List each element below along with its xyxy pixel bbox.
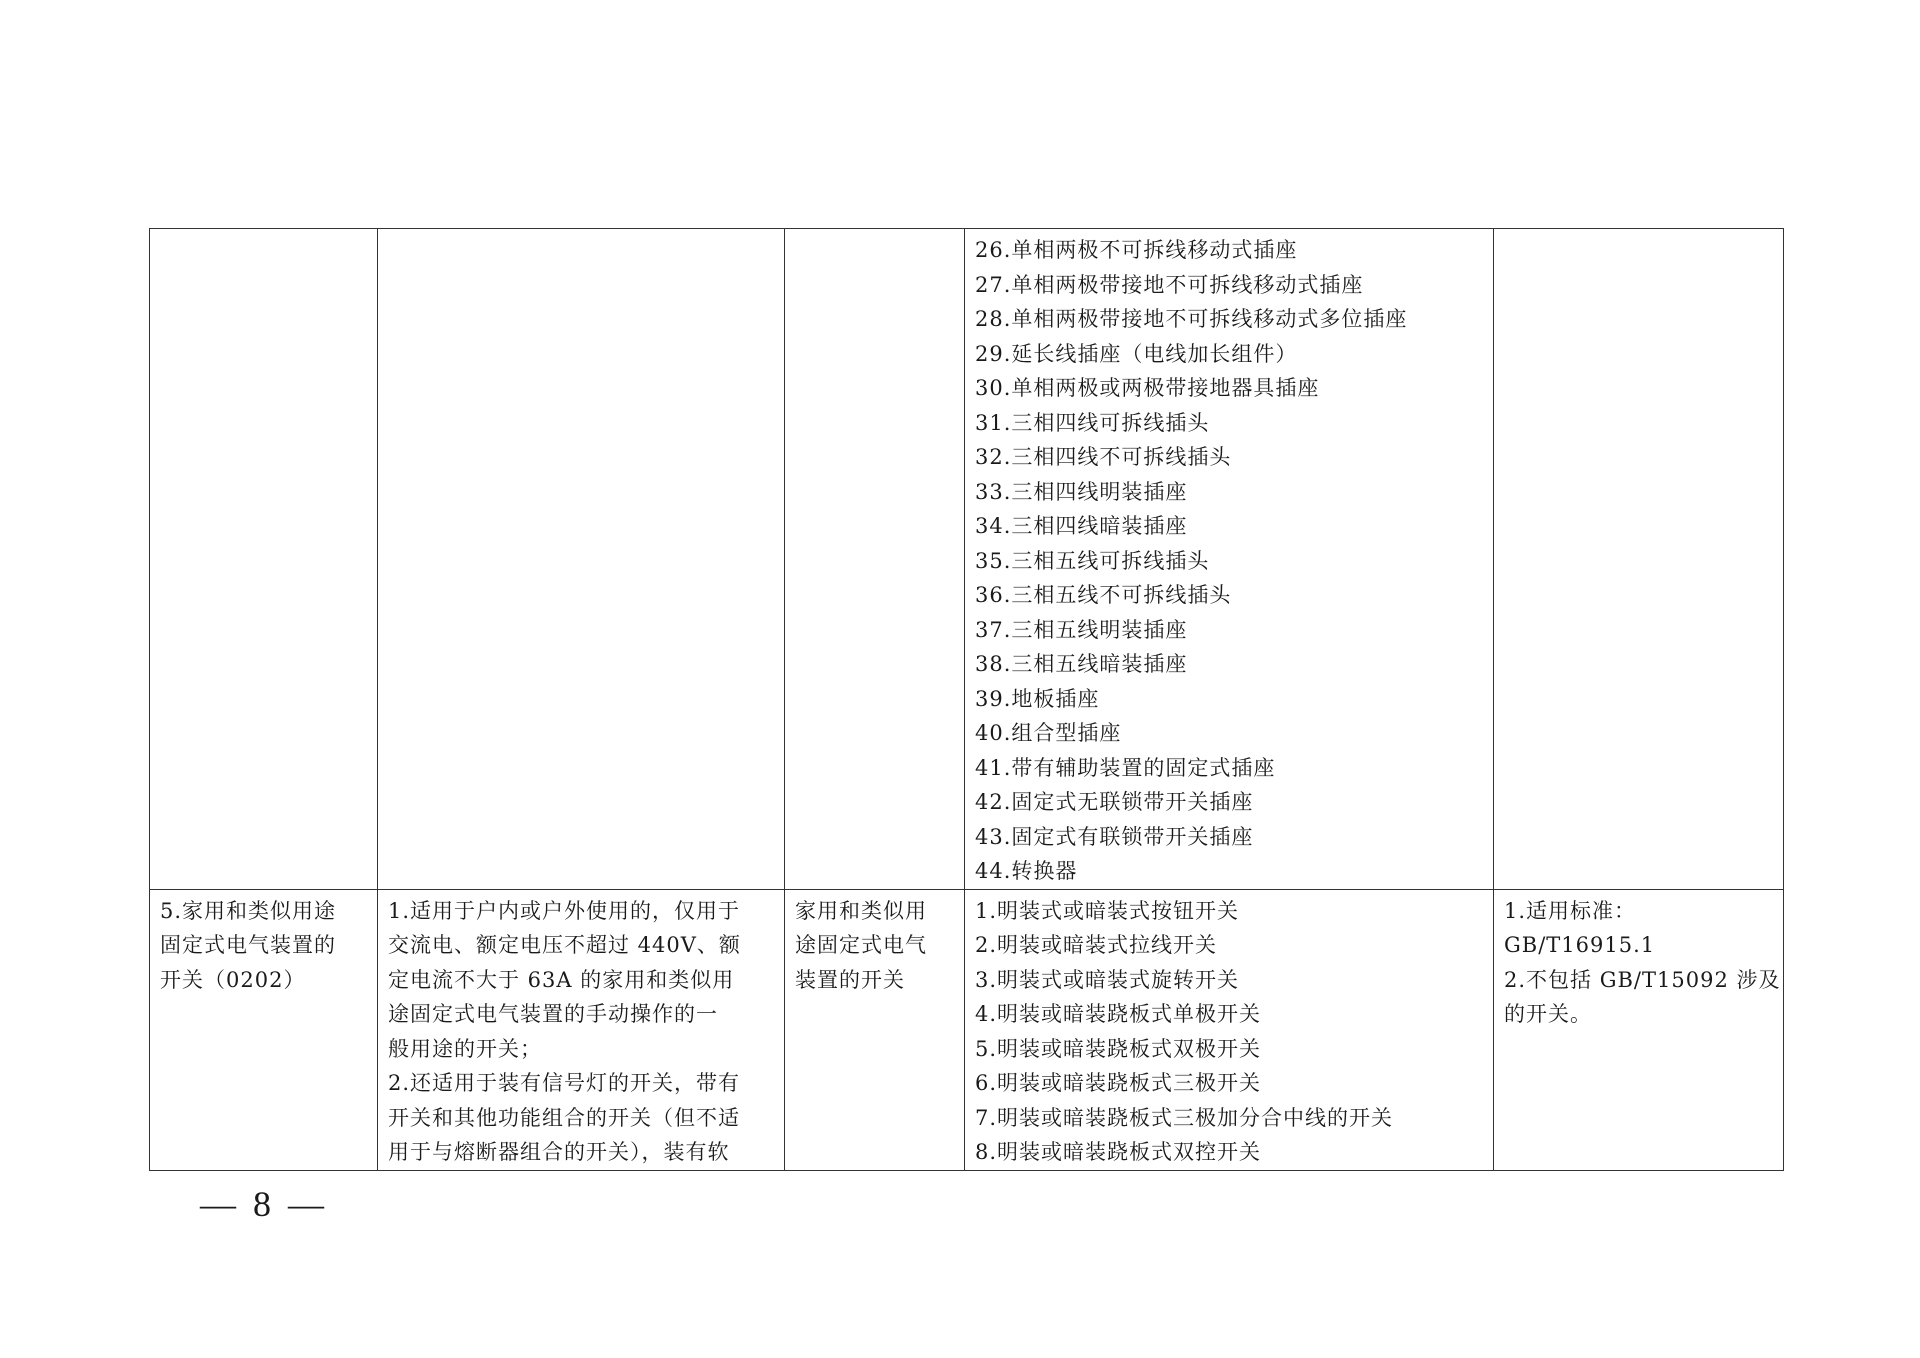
list-item: 42.固定式无联锁带开关插座 bbox=[975, 790, 1254, 814]
notes-line: 1.适用标准： bbox=[1504, 898, 1637, 923]
product-catalog-table bbox=[149, 228, 1784, 1171]
product-cell bbox=[785, 229, 965, 890]
list-item: 40.组合型插座 bbox=[975, 721, 1122, 745]
product-cell bbox=[785, 889, 965, 1170]
list-item: 33.三相四线明装插座 bbox=[975, 479, 1188, 504]
list-item: 39.地板插座 bbox=[975, 686, 1100, 711]
list-item: 32.三相四线不可拆线插头 bbox=[975, 445, 1232, 469]
scope-list bbox=[975, 233, 1483, 889]
scope-cell bbox=[965, 229, 1494, 890]
description-line: 1.适用于户内或户外使用的，仅用于 bbox=[388, 898, 741, 923]
list-item: 6.明装或暗装跷板式三极开关 bbox=[975, 1071, 1262, 1095]
notes-cell bbox=[1494, 889, 1784, 1170]
description-line: 交流电、额定电压不超过 440V、额 bbox=[388, 933, 741, 957]
notes-line: 2.不包括 GB/T15092 涉及 bbox=[1504, 967, 1781, 992]
list-item: 37.三相五线明装插座 bbox=[975, 617, 1188, 642]
category-line: 开关（0202） bbox=[160, 967, 306, 992]
description-cell bbox=[378, 889, 785, 1170]
notes-cell bbox=[1494, 229, 1784, 890]
description-line: 开关和其他功能组合的开关（但不适 bbox=[388, 1105, 740, 1130]
list-item: 1.明装式或暗装式按钮开关 bbox=[975, 898, 1240, 923]
description-line: 2.还适用于装有信号灯的开关，带有 bbox=[388, 1071, 741, 1095]
list-item: 38.三相五线暗装插座 bbox=[975, 652, 1188, 676]
description-cell bbox=[378, 229, 785, 890]
product-line: 途固定式电气 bbox=[795, 933, 927, 957]
table-row bbox=[150, 229, 1784, 890]
description-line: 定电流不大于 63A 的家用和类似用 bbox=[388, 967, 735, 992]
list-item: 27.单相两极带接地不可拆线移动式插座 bbox=[975, 272, 1364, 297]
category-line: 固定式电气装置的 bbox=[160, 933, 336, 957]
table-row bbox=[150, 889, 1784, 1170]
list-item: 8.明装或暗装跷板式双控开关 bbox=[975, 1140, 1262, 1164]
list-item: 30.单相两极或两极带接地器具插座 bbox=[975, 376, 1320, 400]
category-cell bbox=[150, 889, 378, 1170]
product-line: 装置的开关 bbox=[795, 967, 905, 992]
list-item: 41.带有辅助装置的固定式插座 bbox=[975, 755, 1276, 780]
list-item: 3.明装式或暗装式旋转开关 bbox=[975, 967, 1240, 992]
list-item: 2.明装或暗装式拉线开关 bbox=[975, 933, 1218, 957]
description-line: 途固定式电气装置的手动操作的一 bbox=[388, 1002, 718, 1026]
notes-line: 的开关。 bbox=[1504, 1002, 1592, 1026]
list-item: 34.三相四线暗装插座 bbox=[975, 514, 1188, 538]
list-item: 5.明装或暗装跷板式双极开关 bbox=[975, 1036, 1262, 1061]
list-item: 28.单相两极带接地不可拆线移动式多位插座 bbox=[975, 307, 1408, 331]
list-item: 7.明装或暗装跷板式三极加分合中线的开关 bbox=[975, 1105, 1394, 1130]
list-item: 36.三相五线不可拆线插头 bbox=[975, 583, 1232, 607]
list-item: 31.三相四线可拆线插头 bbox=[975, 410, 1210, 435]
description-line: 用于与熔断器组合的开关），装有软 bbox=[388, 1140, 730, 1164]
scope-cell bbox=[965, 889, 1494, 1170]
list-item: 43.固定式有联锁带开关插座 bbox=[975, 824, 1254, 849]
category-cell bbox=[150, 229, 378, 890]
list-item: 26.单相两极不可拆线移动式插座 bbox=[975, 238, 1298, 262]
page-number: — 8 — bbox=[200, 1184, 328, 1224]
product-line: 家用和类似用 bbox=[795, 898, 927, 923]
description-line: 般用途的开关； bbox=[388, 1036, 542, 1061]
notes-line: GB/T16915.1 bbox=[1504, 933, 1656, 957]
category-line: 5.家用和类似用途 bbox=[160, 898, 337, 923]
list-item: 44.转换器 bbox=[975, 859, 1078, 883]
list-item: 4.明装或暗装跷板式单极开关 bbox=[975, 1002, 1262, 1026]
list-item: 29.延长线插座（电线加长组件） bbox=[975, 341, 1298, 366]
list-item: 35.三相五线可拆线插头 bbox=[975, 548, 1210, 573]
